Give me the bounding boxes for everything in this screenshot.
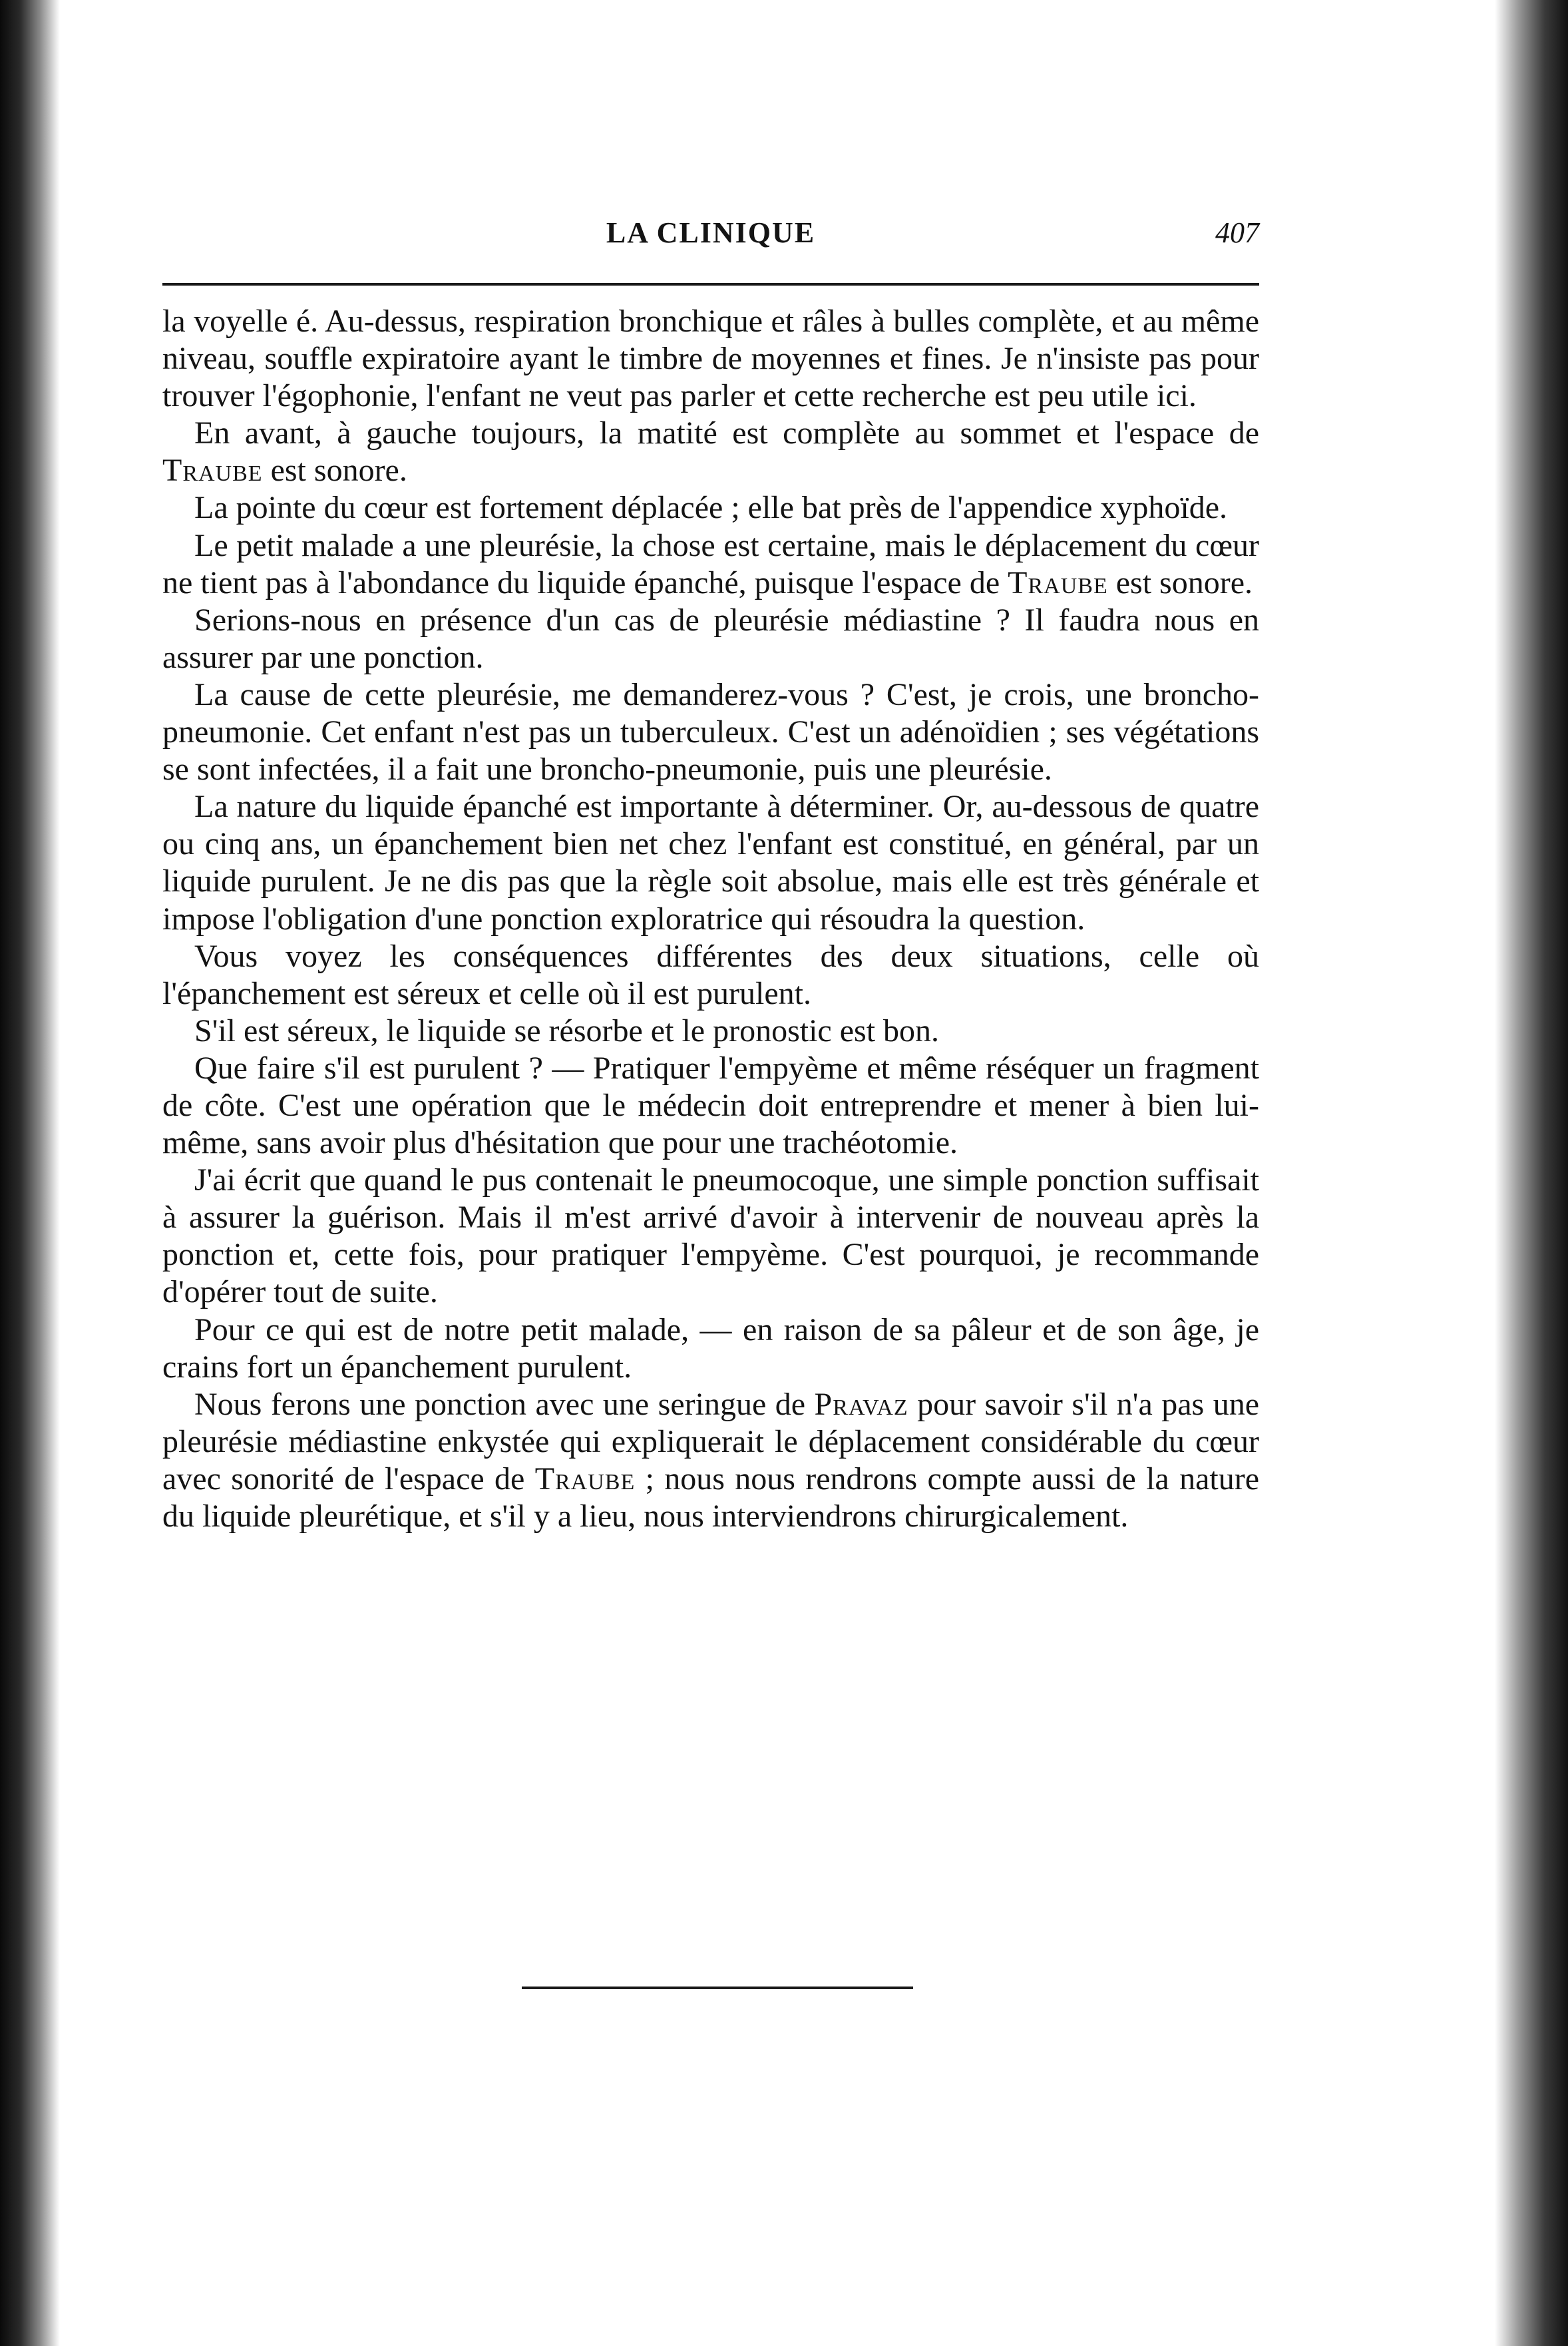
paragraph: J'ai écrit que quand le pus contenait le pneumocoque, une simple ponction suffisait à assurer la guérison. Mais il m'est arrivé d'avoir à intervenir de nouveau après la ponction et, cette fois, pour pratiquer l'empyème. C'est pourquoi, je recommande d'opérer tout de suite. [162, 1162, 1259, 1310]
end-rule [522, 1987, 913, 1989]
author-name: Pravaz [814, 1386, 908, 1422]
paragraph: La nature du liquide épanché est importante à déterminer. Or, au-dessous de quatre ou cinq ans, un épanchement bien net chez l'enfant est constitué, en général, par un liquide purulent. Je ne dis pas que la règle soit absolue, mais elle est très générale et impose l'obligation d'une ponction exploratrice qui résoudra la question. [162, 789, 1259, 937]
paragraph: Le petit malade a une pleurésie, la chose est certaine, mais le déplacement du cœur ne tient pas à l'abondance du liquide épanché, puisque l'espace de Traube est sonore. [162, 527, 1259, 600]
paragraph: Nous ferons une ponction avec une seringue de Pravaz pour savoir s'il n'a pas une pleurésie médiastine enkystée qui expliquerait le déplacement considérable du cœur avec sonorité de l'espace de Traube ; nous nous rendrons compte aussi de la nature du liquide pleurétique, et s'il y a lieu, nous interviendrons chirurgicalement. [162, 1386, 1259, 1534]
paragraph: S'il est séreux, le liquide se résorbe et le pronostic est bon. [194, 1013, 940, 1049]
header-rule [162, 283, 1259, 286]
scan-shadow-left [0, 0, 60, 2346]
scan-shadow-right [1495, 0, 1568, 2346]
paragraph: Serions-nous en présence d'un cas de pleurésie médiastine ? Il faudra nous en assurer par une ponction. [162, 602, 1259, 675]
paragraph: Pour ce qui est de notre petit malade, — en raison de sa pâleur et de son âge, je crains fort un épanchement purulent. [162, 1311, 1259, 1385]
author-name: Traube [162, 453, 263, 489]
author-name: Traube [534, 1461, 636, 1497]
paragraph: la voyelle é. Au-dessus, respiration bronchique et râles à bulles complète, et au même niveau, souffle expiratoire ayant le timbre de moyennes et fines. Je n'insiste pas pour trouver l'égophonie, l'enfant ne veut pas parler et cette recherche est peu utile ici. [162, 304, 1259, 414]
paragraph: En avant, à gauche toujours, la matité est complète au sommet et l'espace de Traube est sonore. [162, 415, 1259, 489]
author-name: Traube [1008, 565, 1108, 600]
running-title: LA CLINIQUE [606, 216, 816, 249]
paragraph: Vous voyez les conséquences différentes des deux situations, celle où l'épanchement est séreux et celle où il est purulent. [162, 938, 1259, 1011]
body-text [162, 303, 1259, 1535]
page-header [162, 216, 1259, 256]
paragraph: La cause de cette pleurésie, me demanderez-vous ? C'est, je crois, une broncho-pneumonie. Cet enfant n'est pas un tuberculeux. C'est un adénoïdien ; ses végétations se sont infectées, il a fait une broncho-pneumonie, puis une pleurésie. [162, 676, 1259, 788]
page-number: 407 [1215, 216, 1259, 249]
paragraph: Que faire s'il est purulent ? — Pratiquer l'empyème et même réséquer un fragment de côte. C'est une opération que le médecin doit entreprendre et mener à bien lui-même, sans avoir plus d'hésitation que pour une trachéotomie. [162, 1050, 1259, 1161]
paragraph: La pointe du cœur est fortement déplacée ; elle bat près de l'appendice xyphoïde. [194, 490, 1228, 526]
